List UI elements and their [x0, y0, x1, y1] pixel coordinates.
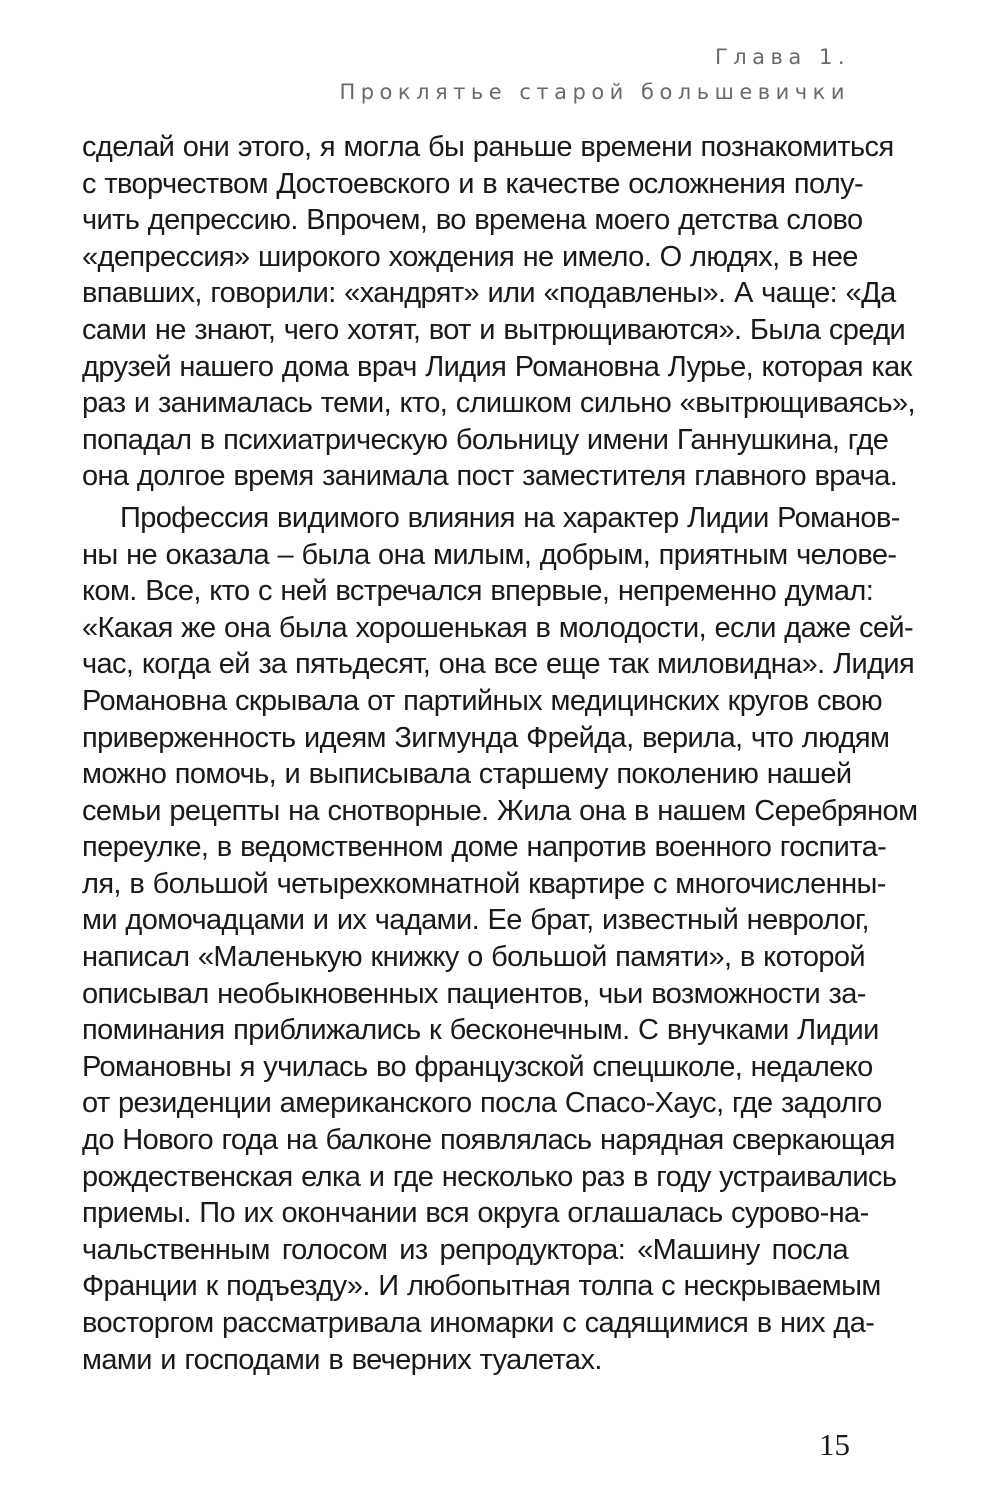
body-text — [82, 129, 918, 1378]
text-line: приверженность идеям Зигмунда Фрейда, верила, что людям — [82, 721, 890, 754]
text-line: час, когда ей за пятьдесят, она все еще так миловидна». Лидия — [82, 648, 915, 681]
text-line: сами не знают, чего хотят, вот и вытрющиваются». Была среди — [82, 313, 906, 346]
text-line: «депрессия» широкого хождения не имело. О людях, в нее — [82, 240, 858, 273]
text-line: ля, в большой четырехкомнатной квартире с многочисленны- — [82, 867, 886, 900]
running-header — [339, 40, 850, 110]
text-line: Романовна скрывала от партийных медицинских кругов свою — [82, 684, 883, 717]
page-number: 15 — [819, 1427, 850, 1462]
text-line: ны не оказала – была она милым, добрым, приятным челове- — [82, 538, 897, 571]
text-line: написал «Маленькую книжку о большой памяти», в которой — [82, 941, 866, 974]
text-line: описывал необыкновенных пациентов, чьи возможности за- — [82, 977, 866, 1010]
text-line: чальственным голосом из репродуктора: «Машину посла — [82, 1233, 848, 1266]
text-line: с творчеством Достоевского и в качестве осложнения полу- — [82, 167, 864, 200]
text-line: приемы. По их окончании вся округа оглашалась сурово-на- — [82, 1197, 869, 1230]
text-line: рождественская елка и где несколько раз в году устраивались — [82, 1160, 897, 1193]
text-line: поминания приближались к бесконечным. С внучками Лидии — [82, 1014, 879, 1047]
chapter-title: Проклятье старой большевички — [339, 80, 850, 104]
text-line: до Нового года на балконе появлялась нарядная сверкающая — [82, 1124, 895, 1157]
text-line: ком. Все, кто с ней встречался впервые, непременно думал: — [82, 575, 874, 608]
text-line: Романовны я училась во французской спецшколе, недалеко — [82, 1050, 873, 1083]
text-line: переулке, в ведомственном доме напротив военного госпита- — [82, 831, 887, 864]
text-line: восторгом рассматривала иномарки с садящимися в них да- — [82, 1307, 875, 1339]
text-line: чить депрессию. Впрочем, во времена моего детства слово — [82, 204, 863, 237]
text-line: друзей нашего дома врач Лидия Романовна Лурье, которая как — [82, 350, 912, 383]
text-line: Франции к подъезду». И любопытная толпа с нескрываемым — [82, 1270, 881, 1303]
text-line: она долгое время занимала пост заместителя главного врача. — [82, 460, 898, 493]
text-line: сделай они этого, я могла бы раньше времени познакомиться — [82, 131, 894, 163]
chapter-label: Глава 1. — [714, 45, 850, 69]
text-line: впавших, говорили: «хандрят» или «подавлены». А чаще: «Да — [82, 277, 896, 310]
text-line: от резиденции американского посла Спасо-Хаус, где задолго — [82, 1087, 882, 1120]
paragraph-2 — [82, 500, 918, 1378]
text-line: раз и занималась теми, кто, слишком сильно «вытрющиваясь», — [82, 387, 915, 420]
text-line: ми домочадцами и их чадами. Ее брат, известный невролог, — [82, 904, 869, 937]
text-line: Профессия видимого влияния на характер Лидии Романов- — [120, 501, 900, 534]
text-line: семьи рецепты на снотворные. Жила она в нашем Серебряном — [82, 794, 918, 827]
text-line: мами и господами в вечерних туалетах. — [82, 1343, 602, 1376]
text-line: попадал в психиатрическую больницу имени Ганнушкина, где — [82, 423, 889, 456]
text-line: «Какая же она была хорошенькая в молодости, если даже сей- — [82, 611, 914, 644]
text-line: можно помочь, и выписывала старшему поколению нашей — [82, 758, 852, 791]
paragraph-1 — [82, 129, 915, 495]
